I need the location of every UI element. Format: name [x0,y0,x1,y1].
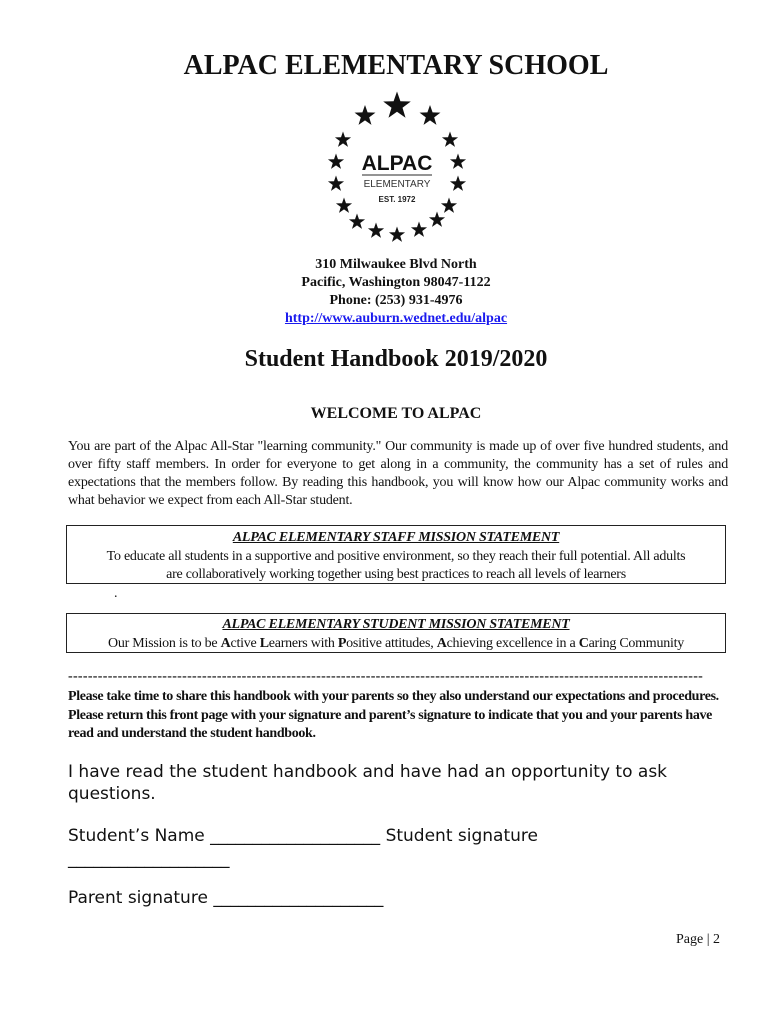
mission-text-segment: aring Community [588,635,684,651]
cut-line-separator: -------------------------------------------------------------------------------------------------------------------------------- [68,669,704,684]
school-address [0,256,770,328]
address-phone: Phone: (253) 931-4976 [329,293,463,308]
address-city: Pacific, Washington 98047-1122 [301,275,491,290]
mission-text-segment: chieving excellence in a [446,635,579,651]
mission-initial: P [337,635,347,651]
logo-subtitle: ELEMENTARY [363,179,431,190]
parent-signature-field[interactable]: ____________________ [213,888,384,908]
mission-text-segment: earners with [268,635,338,651]
acknowledgement-statement: I have read the student handbook and have had an opportunity to ask questions. [68,762,668,804]
handbook-title: Student Handbook 2019/2020 [244,346,548,372]
student-name-field[interactable]: ____________________ [210,826,381,846]
mission-initial: A [220,635,231,651]
welcome-heading: WELCOME TO ALPAC [310,405,482,422]
parent-signature-row [68,887,383,909]
school-logo [322,90,472,245]
staff-mission-line-1: To educate all students in a supportive and positive environment, so they reach their full potential. All adults [106,548,686,564]
school-website-link[interactable]: http://www.auburn.wednet.edu/alpac [284,311,508,326]
address-street: 310 Milwaukee Blvd North [315,257,477,272]
student-signature-field[interactable]: ___________________ [68,849,230,869]
parent-signature-label: Parent signature [68,888,208,908]
student-name-label: Student’s Name [68,826,205,846]
stray-mark: . [114,586,118,601]
mission-initial: L [259,635,269,651]
staff-mission-title: ALPAC ELEMENTARY STAFF MISSION STATEMENT [232,530,560,545]
staff-mission-line-2: are collaboratively working together using best practices to reach all levels of learners [166,567,626,582]
return-notice: Please take time to share this handbook with your parents so they also understand our expectations and procedures. Please return this front page with your signature and parent’s signature to indicate that you and your parents have read and understand the student handbook. [68,689,719,741]
welcome-paragraph: You are part of the Alpac All-Star "learning community." Our community is made up of over five hundred students, and over fifty staff members. In order for everyone to get along in a community, the community has a set of rules and expectations that the members follow. By reading this handbook, you will know how our Alpac community works and what behavior we expect from each All-Star student. [68,439,728,508]
page-number: Page | 2 [676,932,721,947]
staff-mission-box [66,525,726,584]
mission-initial: C [578,635,589,651]
mission-text-segment: Our Mission is to be [108,635,221,651]
student-mission-box [66,613,726,653]
logo-name: ALPAC [361,152,433,175]
student-mission-text [67,635,725,654]
star-ring-icon [322,90,472,245]
mission-text-segment: ctive [230,635,260,651]
mission-initial: A [436,635,447,651]
logo-established: EST. 1972 [378,195,416,204]
student-mission-title: ALPAC ELEMENTARY STUDENT MISSION STATEMENT [222,617,570,632]
school-title: ALPAC ELEMENTARY SCHOOL [183,50,609,81]
student-signature-row [68,825,538,847]
mission-text-segment: ositive attitudes, [346,635,437,651]
student-signature-label: Student signature [385,826,538,846]
